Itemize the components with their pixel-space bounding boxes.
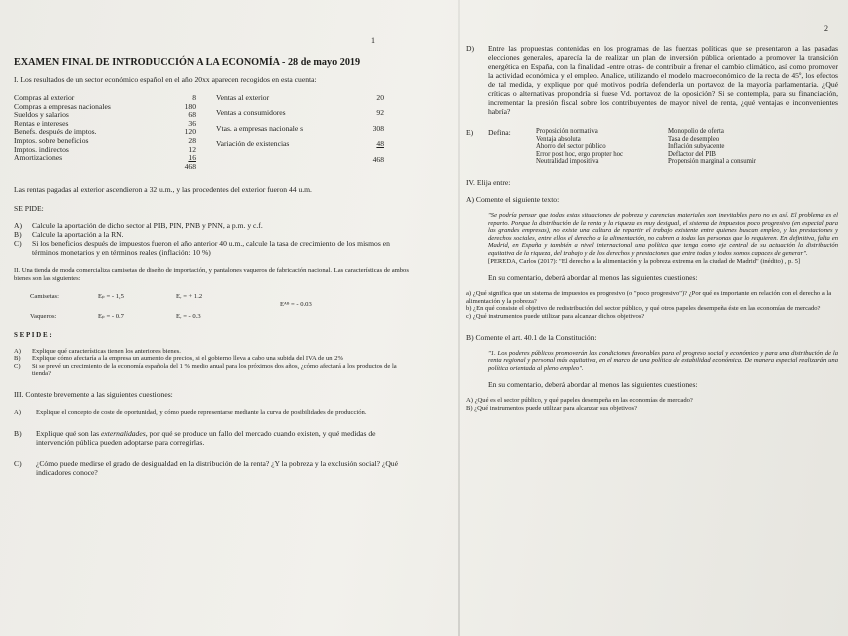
account-right-total: 468 [372,154,384,164]
q4-b-title: B) Comente el art. 40.1 de la Constitución: [466,332,597,342]
right-page [466,44,838,412]
account-row: Ventas al exterior 20 [216,93,384,102]
q4-a-citation: [PEREDA, Carlos (2017): "El derecho a la alimentación y la pobreza extrema en la ciudad de Madrid" (inédito) , p. 5] [488,257,801,265]
definitions-list: Proposición normativa Ventaja absoluta Ahorro del sector público Error post hoc, ergo propter hoc Neutralidad impositiva Monopolio de oferta Tasa de desempleo Inflación subyacente Deflactor del PIB Propensión marginal a consumir [536,128,757,166]
account-table [14,94,414,171]
account-total-row [216,156,388,171]
q3-item-c: C) ¿Cómo puede medirse el grado de desigualdad en la distribución de la renta? ¿Y la pobreza y la exclusión social? ¿Qué indicadores conoce? [14,458,398,477]
page-fold [458,0,460,636]
q4-intro: IV. Elija entre: [466,177,511,187]
q2-items [14,348,414,378]
q1-items [14,221,414,257]
se-pide-heading: SE PIDE: [14,204,44,214]
account-row: Vtas. a empresas nacionale s 308 [216,123,384,133]
q4-b-items [466,397,838,412]
account-row: Benefs. después de imptos. 120 [14,127,196,137]
q-e: E) Defina: Proposición normativa Ventaja absoluta Ahorro del sector público Error post hoc, ergo propter hoc Neutralidad impositiva Monopolio de oferta Tasa de desempleo Inflación subyacente Deflactor del PIB Propensión marginal a consumir [466,128,838,166]
page-number-right: 2 [824,24,828,33]
q4-b-instr: En su comentario, deberá abordar al menos las siguientes cuestiones: [488,380,698,390]
page-number-left: 1 [371,36,375,45]
account-row: Imptos. indirectos 12 [14,144,196,154]
account-row: Compras al exterior 8 [14,93,196,102]
account-left-total: 468 [184,161,196,171]
account-row: Compras a empresas nacionales 180 [14,101,196,111]
q2-item-b: B) Explique cómo afectaría a la empresa un aumento de precios, si el gobierno lleva a cabo una subida del IVA de un 2% [14,355,343,363]
exam-title: EXAMEN FINAL DE INTRODUCCIÓN A LA ECONOMÍA - 28 de mayo 2019 [14,57,361,68]
q4-b-item: A) ¿Qué es el sector público, y qué papeles desempeña en las economías de mercado? [466,397,693,405]
q4-b-item: B) ¿Qué instrumentos puede utilizar para alcanzar sus objetivos? [466,404,638,412]
q-d: D) Entre las propuestas contenidas en los programas de las fuerzas políticas que se presentaron a las pasadas elecciones generales, aparecía la de realizar un plan de inversión pública orientado a promover la transición energética en España, con la finalidad -entre otras- de contribuir a frenar el cambio climático, así como promover la actividad económica y el empleo. Analice, utilizando el modelo macroeconómico de la recta de 45º, los efectos de tal medida, y explique por qué motivos podría defenderla un portavoz de la mayoría parlamentaria. ¿Qué críticas o alternativas propondría si fuese Vd. portavoz de la oposición? Si se contempla, para su financiación, incrementar la presión fiscal sobre los contribuyentes de mayor nivel de renta, ¿qué ventajas e inconvenientes habría? [466,44,838,116]
q1-item-a: A) Calcule la aportación de dicho sector al PIB, PIN, PNB y PNN, a p.m. y c.f. [14,221,263,231]
account-left [14,94,200,171]
q3-item-a: A) Explique el concepto de coste de oportunidad, y cómo puede representarse mediante la curva de posibilidades de producción. [14,408,367,416]
account-total-row [14,163,200,172]
q4-a-quote-block [466,212,838,265]
q4-a-title: A) Comente el siguiente texto: [466,194,560,204]
se-pide-heading-2: S E P I D E : [14,330,52,339]
q1-intro: I. Los resultados de un sector económico español en el año 20xx aparecen recogidos en esta cuenta: [14,75,317,84]
q2-item-c: C) Si se prevé un crecimiento de la economía española del 1 % medio anual para los próximos dos años, ¿cómo afectará a los productos de la tienda? [14,362,397,378]
q4-a-items [466,290,838,320]
q4-a-quote: "Se podría pensar que todas estas situaciones de pobreza y carencias materiales son inevitables pero no es así. El problema es el reparto. Porque la distribución de la renta y la riqueza es muy desigual, el sistema de impuestos poco progresivo (en especial para las grandes empresas), no existe una cultura de repartir el trabajo existente entre quienes buscan empleo, y las prestaciones y derechos sociales, entre ellos el derecho a la alimentación, no cubren a todas las personas que lo requieren. En definitiva, falta en Madrid, en España y también a nivel internacional una política que tenga como eje central de su actuación la distribución equitativa de la riqueza, del trabajo y de los derechos y prestaciones que entre todas y todos somos capaces de generar". [488,211,838,257]
account-row: Ventas a consumidores 92 [216,108,384,118]
account-row: Imptos. sobre beneficios 28 [14,135,196,145]
q3-intro: III. Conteste brevemente a las siguientes cuestiones: [14,389,173,399]
q4-a-instr: En su comentario, deberá abordar al menos las siguientes cuestiones: [488,273,698,283]
q1-item-c: C) Si los beneficios después de impuestos fueron el año anterior 40 u.m., calcule la tasa de crecimiento de los mismos en términos monetarios y en términos reales (inflación: 10 %) [14,239,390,258]
q2-item-a: A) Explique qué características tienen los anteriores bienes. [14,347,181,355]
account-row: Rentas e intereses 36 [14,118,196,128]
q3-item-b: B) Explique qué son las externalidades, por qué se produce un fallo del mercado cuando existen, y qué medidas de intervención pública pueden adoptarse para corregirlas. [14,428,376,447]
q2-intro: II. Una tienda de moda comercializa camisetas de diseño de importación, y pantalones vaqueros de fabricación nacional. Las características de ambos bienes son las siguientes: [14,267,409,282]
elasticities-block: Camisetas: Eₚ = - 1,5 Eᵣ = + 1.2 Eᴬᴮ = - 0.03 Vaqueros: Eₚ = - 0.7 Eᵣ = - 0.3 [30,292,312,320]
account-row: Variación de existencias 48 [216,139,384,149]
q4-a-item: a) ¿Qué significa que un sistema de impuestos es progresivo (o "poco progresivo")? ¿Por qué es importante en relación con el derecho a la alimentación y la pobreza? [466,290,832,305]
q4-a-item: c) ¿Qué instrumentos puede utilizar para alcanzar dichos objetivos? [466,312,645,320]
q4-a-item: b) ¿En qué consiste el objetivo de redistribución del sector público, y qué otros papeles desempeña éste en las economías de mercado? [466,305,821,313]
left-page [14,30,414,477]
q4-b-quote: "1. Los poderes públicos promoverán las condiciones favorables para el progreso social y económico y para una distribución de la renta regional y personal más equitativa, en el marco de una política de estabilidad económica. De manera especial realizarán una política orientada al pleno empleo". [488,349,838,372]
q1-item-b: B) Calcule la aportación a la RN. [14,230,124,240]
rentas-text: Las rentas pagadas al exterior ascendieron a 32 u.m., y las procedentes del exterior fueron 44 u.m. [14,185,312,195]
account-row: Sueldos y salarios 68 [14,110,196,120]
account-row: Amortizaciones 16 [14,153,196,163]
account-right [216,94,388,171]
